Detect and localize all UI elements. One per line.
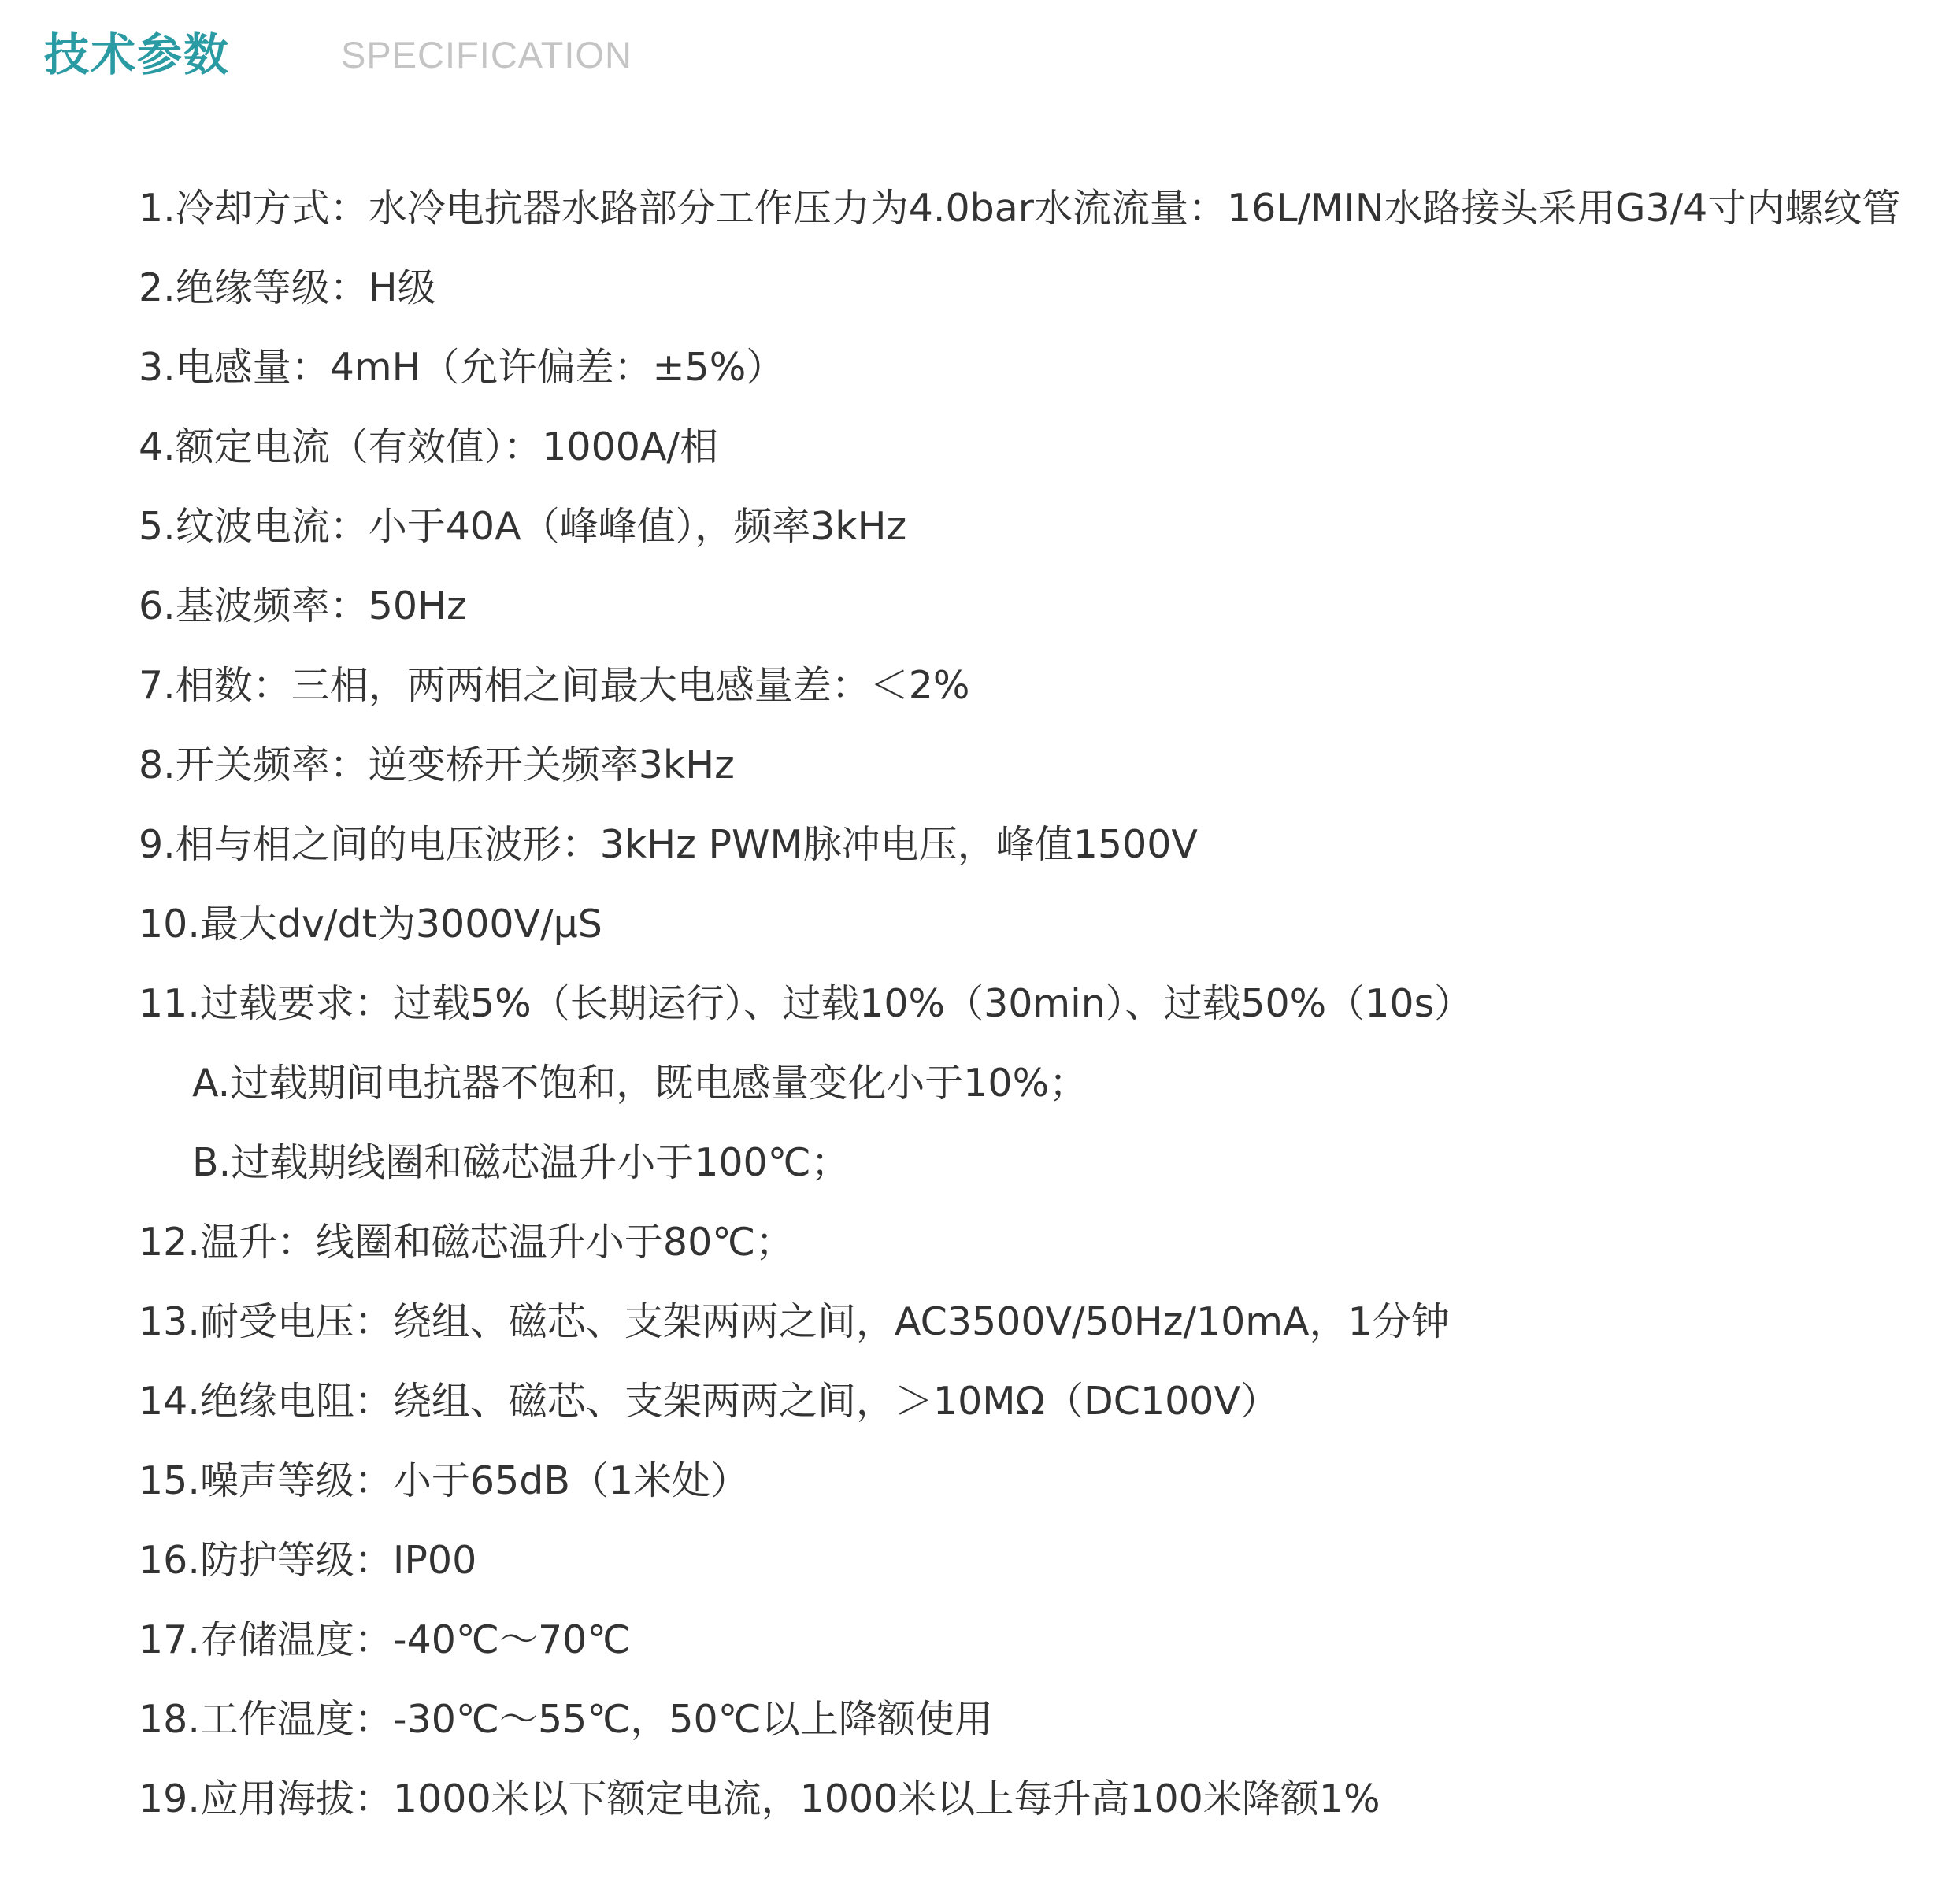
spec-item-cooling: 1.冷却方式：水冷电抗器水路部分工作压力为4.0bar水流流量：16L/MIN水路接头采用G3/4寸内螺纹管 xyxy=(139,186,1901,231)
spec-item-switching-frequency: 8.开关频率：逆变桥开关频率3kHz xyxy=(139,743,735,787)
spec-item-voltage-waveform: 9.相与相之间的电压波形：3kHz PWM脉冲电压，峰值1500V xyxy=(139,822,1198,867)
spec-item-insulation-resistance: 14.绝缘电阻：绕组、磁芯、支架两两之间，＞10MΩ（DC100V） xyxy=(139,1379,1279,1424)
spec-item-fundamental-frequency: 6.基波频率：50Hz xyxy=(139,583,467,628)
spec-item-max-dvdt: 10.最大dv/dt为3000V/µS xyxy=(139,902,602,946)
spec-item-operating-temperature: 18.工作温度：-30℃～55℃，50℃以上降额使用 xyxy=(139,1697,993,1742)
spec-item-insulation-class: 2.绝缘等级：H级 xyxy=(139,265,436,310)
section-title: 技术参数 xyxy=(44,29,230,81)
spec-item-withstand-voltage: 13.耐受电压：绕组、磁芯、支架两两之间，AC3500V/50Hz/10mA，1分钟 xyxy=(139,1299,1450,1344)
spec-item-rated-current: 4.额定电流（有效值）：1000A/相 xyxy=(139,424,718,469)
section-subtitle: SPECIFICATION xyxy=(341,34,632,76)
spec-item-overload: 11.过载要求：过载5%（长期运行）、过载10%（30min）、过载50%（10s） xyxy=(139,981,1473,1026)
spec-item-ripple-current: 5.纹波电流：小于40A（峰峰值），频率3kHz xyxy=(139,504,907,549)
spec-item-noise-level: 15.噪声等级：小于65dB（1米处） xyxy=(139,1458,750,1503)
section-header xyxy=(44,24,632,87)
spec-item-inductance: 3.电感量：4mH（允许偏差：±5%） xyxy=(139,345,785,390)
spec-item-temperature-rise: 12.温升：线圈和磁芯温升小于80℃； xyxy=(139,1220,795,1265)
spec-item-altitude: 19.应用海拔：1000米以下额定电流，1000米以上每升高100米降额1% xyxy=(139,1776,1380,1821)
spec-item-storage-temperature: 17.存储温度：-40℃～70℃ xyxy=(139,1617,631,1662)
spec-subitem-overload-b: B.过载期线圈和磁芯温升小于100℃； xyxy=(192,1140,850,1185)
spec-item-protection-class: 16.防护等级：IP00 xyxy=(139,1538,477,1583)
spec-subitem-overload-a: A.过载期间电抗器不饱和，既电感量变化小于10%； xyxy=(192,1061,1088,1106)
spec-item-phases: 7.相数：三相，两两相之间最大电感量差：＜2% xyxy=(139,663,970,708)
